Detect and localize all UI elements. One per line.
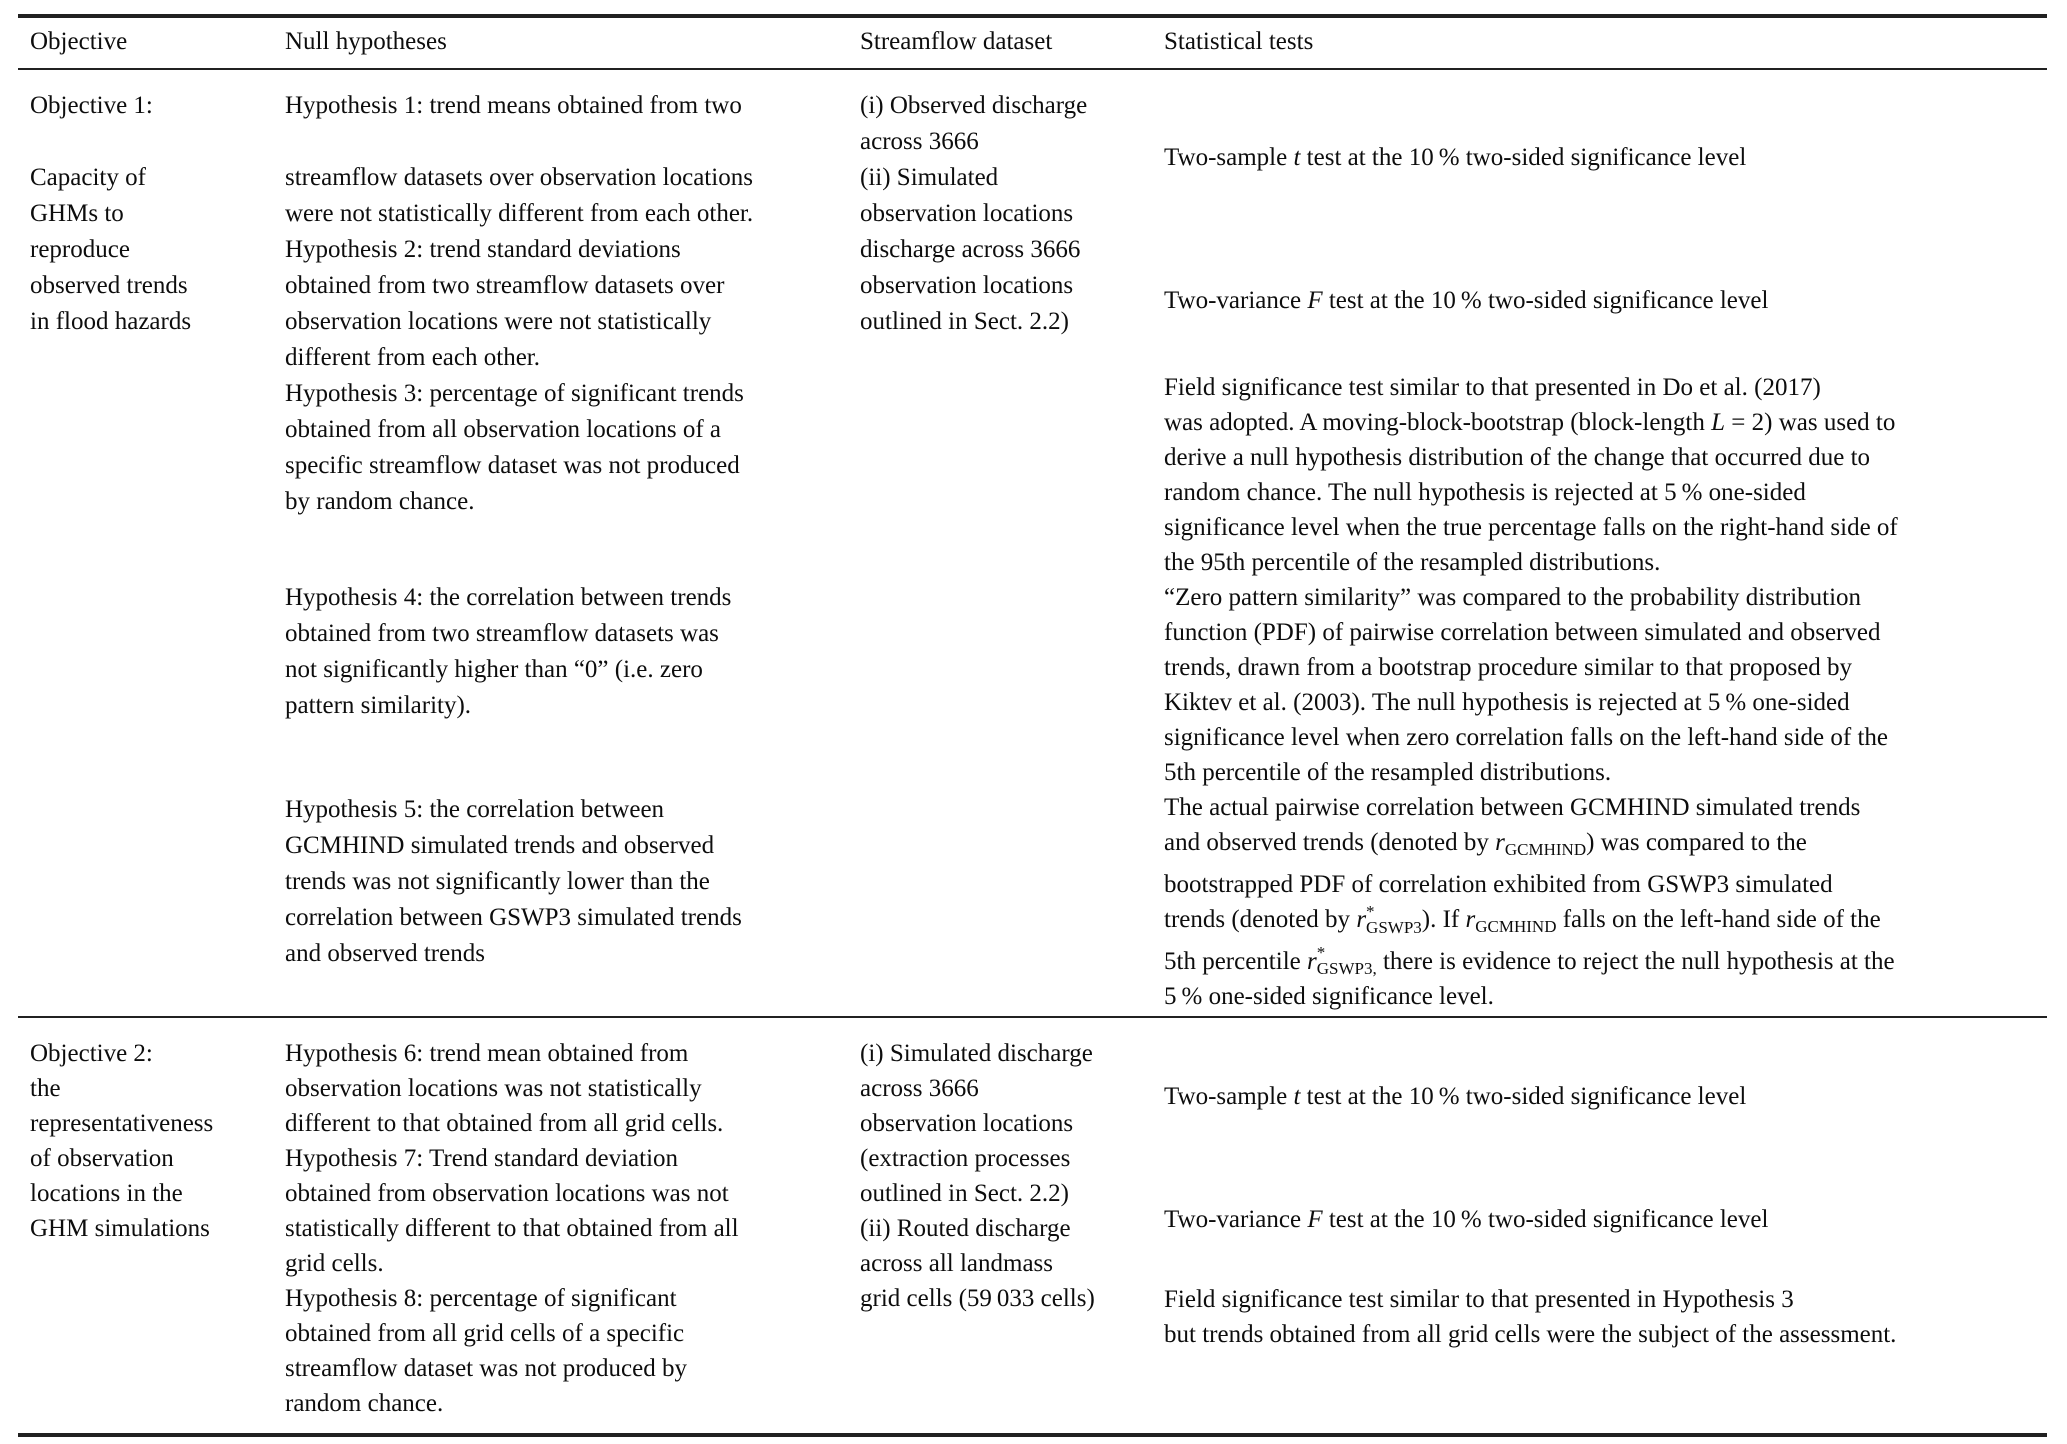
text-line: specific streamflow dataset was not produced xyxy=(285,452,740,479)
text-run: ). If xyxy=(1421,905,1466,933)
column-header-statistical-tests: Statistical tests xyxy=(1164,28,1314,55)
text-block xyxy=(1164,1079,2047,1114)
objective-1-dataset-cell xyxy=(860,88,1164,340)
text-line: different to that obtained from all grid cells. xyxy=(285,1109,724,1137)
table-row-objective-1 xyxy=(18,70,2047,1016)
text-line: Field significance test similar to that presented in Hypothesis 3 xyxy=(1164,1285,1794,1313)
text-line: trends was not significantly lower than the xyxy=(285,868,710,895)
text-line: derive a null hypothesis distribution of the change that occurred due to xyxy=(1164,444,1871,471)
italic-run: r xyxy=(1465,905,1476,933)
text-line xyxy=(1164,1202,2047,1237)
text-line: and observed trends xyxy=(285,940,485,967)
text-run: Two-variance xyxy=(1164,287,1308,314)
subscript-run: GCMHIND xyxy=(1504,839,1587,859)
text-line: significance level when the true percentage falls on the right-hand side of xyxy=(1164,514,1898,541)
text-line: bootstrapped PDF of correlation exhibited from GSWP3 simulated xyxy=(1164,870,1833,898)
text-line: grid cells (59 033 cells) xyxy=(860,1284,1095,1312)
text-line: Kiktev et al. (2003). The null hypothesis is rejected at 5 % one-sided xyxy=(1164,689,1850,716)
text-run: there is evidence to reject the null hypothesis at the xyxy=(1376,947,1895,975)
text-line: (i) Observed discharge xyxy=(860,92,1088,119)
table-row-objective-2 xyxy=(18,1018,2047,1433)
text-block xyxy=(285,792,860,972)
text-line: streamflow dataset was not produced by xyxy=(285,1354,687,1382)
text-line: function (PDF) of pairwise correlation between simulated and observed xyxy=(1164,619,1881,646)
text-line: the 95th percentile of the resampled distributions. xyxy=(1164,549,1661,576)
text-line: GHM simulations xyxy=(30,1214,210,1242)
text-line xyxy=(1164,825,2047,867)
text-line xyxy=(1164,902,2047,944)
text-line: observed trends xyxy=(30,272,188,299)
italic-run: F xyxy=(1307,1205,1323,1233)
text-line xyxy=(1164,283,2047,318)
text-line: of observation xyxy=(30,1144,174,1172)
text-block xyxy=(285,232,860,376)
text-block xyxy=(1164,580,2047,790)
column-header-objective: Objective xyxy=(30,28,128,55)
text-run: test at the 10 % two-sided significance level xyxy=(1300,1082,1747,1110)
text-block xyxy=(30,1036,285,1246)
italic-run: r xyxy=(1356,905,1367,933)
text-run: falls on the left-hand side of the xyxy=(1556,905,1881,933)
italic-run: r xyxy=(1307,947,1317,975)
text-block xyxy=(860,88,1164,340)
text-line xyxy=(30,124,285,160)
text-block xyxy=(285,1141,860,1281)
text-line: Hypothesis 6: trend mean obtained from xyxy=(285,1039,689,1067)
text-line: outlined in Sect. 2.2) xyxy=(860,308,1069,335)
text-line: observation locations xyxy=(860,1109,1074,1137)
text-run: was adopted. A moving-block-bootstrap (block-length xyxy=(1164,409,1712,436)
superscript-subscript-stack: * GSWP3, xyxy=(1316,943,1377,979)
text-run: and observed trends (denoted by xyxy=(1164,829,1496,856)
text-line: Capacity of xyxy=(30,164,146,191)
subscript-run: GCMHIND xyxy=(1475,916,1557,936)
text-run: 5th percentile xyxy=(1164,947,1307,975)
text-line: obtained from all observation locations of a xyxy=(285,416,721,443)
text-line: observation locations were not statistically xyxy=(285,308,712,335)
text-line: Objective 2: xyxy=(30,1039,153,1067)
text-line: random chance. xyxy=(285,1389,444,1417)
text-line: “Zero pattern similarity” was compared to the probability distribution xyxy=(1164,584,1862,611)
text-line: pattern similarity). xyxy=(285,692,472,719)
text-run: Two-sample xyxy=(1164,144,1294,171)
italic-run: r xyxy=(1495,829,1505,856)
text-line: representativeness xyxy=(30,1109,214,1137)
text-line: The actual pairwise correlation between GCMHIND simulated trends xyxy=(1164,794,1861,821)
text-line: observation locations xyxy=(860,200,1074,227)
text-line: statistically different to that obtained from all xyxy=(285,1214,739,1242)
text-block xyxy=(1164,370,2047,580)
text-line xyxy=(1164,1079,2047,1114)
text-line: obtained from two streamflow datasets was xyxy=(285,620,719,647)
text-line: reproduce xyxy=(30,236,130,263)
text-line: 5th percentile of the resampled distributions. xyxy=(1164,759,1612,786)
text-line: observation locations xyxy=(860,272,1074,299)
text-run: trends (denoted by xyxy=(1164,905,1357,933)
text-line: Hypothesis 5: the correlation between xyxy=(285,796,665,823)
text-block xyxy=(1164,1282,2047,1352)
text-run: ) was compared to the xyxy=(1586,829,1807,856)
text-line: (i) Simulated discharge xyxy=(860,1039,1093,1067)
text-line: Field significance test similar to that presented in Do et al. (2017) xyxy=(1164,374,1821,401)
text-block xyxy=(1164,283,2047,318)
text-line: Hypothesis 2: trend standard deviations xyxy=(285,236,681,263)
table-header-row xyxy=(18,18,2047,68)
text-line: obtained from two streamflow datasets over xyxy=(285,272,725,299)
text-line: Objective 1: xyxy=(30,92,153,119)
column-header-streamflow-dataset: Streamflow dataset xyxy=(860,28,1053,55)
text-line: Hypothesis 7: Trend standard deviation xyxy=(285,1144,679,1172)
text-line: the xyxy=(30,1074,61,1102)
text-line: locations in the xyxy=(30,1179,183,1207)
objective-1-cell xyxy=(30,88,285,340)
italic-run: t xyxy=(1293,144,1301,171)
text-line: trends, drawn from a bootstrap procedure similar to that proposed by xyxy=(1164,654,1853,681)
text-line: but trends obtained from all grid cells were the subject of the assessment. xyxy=(1164,1320,1897,1348)
text-line: obtained from observation locations was not xyxy=(285,1179,729,1207)
text-block xyxy=(1164,140,2047,175)
text-line: streamflow datasets over observation locations xyxy=(285,164,753,191)
text-line: (extraction processes xyxy=(860,1144,1071,1172)
text-line: observation locations was not statistically xyxy=(285,1074,702,1102)
text-run: test at the 10 % two-sided significance level xyxy=(1300,144,1747,171)
text-line: obtained from all grid cells of a specific xyxy=(285,1319,685,1347)
text-run: test at the 10 % two-sided significance level xyxy=(1322,287,1769,314)
text-block xyxy=(1164,790,2047,1014)
italic-run: L xyxy=(1711,409,1726,436)
objective-2-cell xyxy=(30,1036,285,1246)
italic-run: F xyxy=(1307,287,1323,314)
objective-2-tests-cell xyxy=(1164,1036,2047,1352)
text-line: across 3666 xyxy=(860,128,979,155)
text-block xyxy=(285,1281,860,1421)
hypotheses-table xyxy=(18,14,2047,1437)
text-line xyxy=(1164,405,2047,440)
table-bottom-rule xyxy=(18,1433,2047,1437)
text-run: Two-sample xyxy=(1164,1082,1294,1110)
text-block xyxy=(860,1036,1164,1316)
text-line: significance level when zero correlation falls on the left-hand side of the xyxy=(1164,724,1889,751)
text-block xyxy=(30,88,285,340)
text-line: across all landmass xyxy=(860,1249,1054,1277)
superscript-subscript-stack: * GSWP3 xyxy=(1366,901,1422,937)
text-block xyxy=(285,88,860,124)
text-line: across 3666 xyxy=(860,1074,979,1102)
text-line: outlined in Sect. 2.2) xyxy=(860,1179,1069,1207)
text-line: (ii) Routed discharge xyxy=(860,1214,1071,1242)
text-line: (ii) Simulated xyxy=(860,164,999,191)
text-line: GCMHIND simulated trends and observed xyxy=(285,832,715,859)
objective-1-tests-cell xyxy=(1164,88,2047,1014)
text-block xyxy=(285,160,860,232)
objective-2-dataset-cell xyxy=(860,1036,1164,1316)
text-line: different from each other. xyxy=(285,344,540,371)
text-line: Hypothesis 8: percentage of significant xyxy=(285,1284,677,1312)
text-block xyxy=(285,1036,860,1141)
text-line: correlation between GSWP3 simulated trends xyxy=(285,904,742,931)
text-line: Hypothesis 4: the correlation between trends xyxy=(285,584,732,611)
text-run: Two-variance xyxy=(1164,1205,1308,1233)
text-line: random chance. The null hypothesis is rejected at 5 % one-sided xyxy=(1164,479,1806,506)
text-line: discharge across 3666 xyxy=(860,236,1081,263)
text-line: not significantly higher than “0” (i.e. zero xyxy=(285,656,703,683)
text-block xyxy=(1164,1202,2047,1237)
text-run: = 2) was used to xyxy=(1725,409,1896,436)
text-line: 5 % one-sided significance level. xyxy=(1164,982,1494,1010)
text-line: GHMs to xyxy=(30,200,124,227)
text-line: in flood hazards xyxy=(30,308,192,335)
objective-1-hypotheses-cell xyxy=(285,88,860,972)
text-line: by random chance. xyxy=(285,488,475,515)
text-line: Hypothesis 1: trend means obtained from two xyxy=(285,92,742,119)
text-block xyxy=(285,580,860,724)
text-run: test at the 10 % two-sided significance level xyxy=(1322,1205,1769,1233)
text-line xyxy=(1164,944,2047,979)
italic-run: t xyxy=(1293,1082,1301,1110)
text-line: grid cells. xyxy=(285,1249,384,1277)
text-block xyxy=(285,376,860,520)
text-line xyxy=(1164,140,2047,175)
objective-2-hypotheses-cell xyxy=(285,1036,860,1421)
column-header-null-hypotheses: Null hypotheses xyxy=(285,28,447,55)
text-line: Hypothesis 3: percentage of significant trends xyxy=(285,380,744,407)
text-line: were not statistically different from each other. xyxy=(285,200,754,227)
